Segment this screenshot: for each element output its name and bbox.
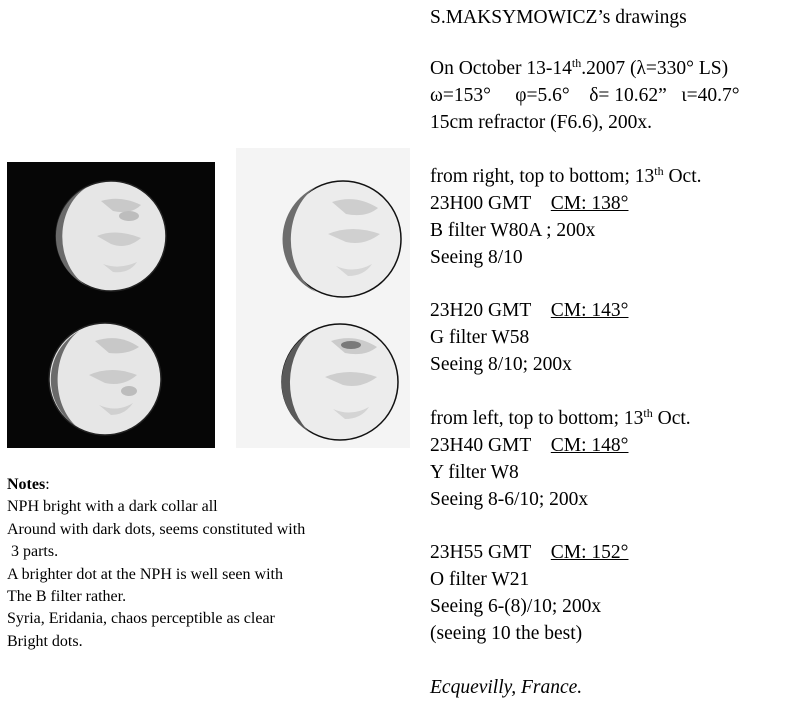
central-meridian: CM: 148° bbox=[550, 435, 629, 456]
notes-line: Syria, Eridania, chaos perceptible as clear bbox=[7, 610, 275, 628]
entry-seeing-line: Seeing 8/10 bbox=[430, 247, 523, 268]
notes-line: Bright dots. bbox=[7, 632, 83, 650]
entry-seeing-line: Seeing 8-6/10; 200x bbox=[430, 489, 589, 510]
group-heading: from left, top to bottom; 13th Oct. bbox=[430, 406, 691, 429]
group-heading: from right, top to bottom; 13th Oct. bbox=[430, 164, 702, 187]
entry-filter-line: O filter W21 bbox=[430, 569, 530, 590]
entry-time-line: 23H40 GMT CM: 148° bbox=[430, 435, 629, 456]
instrument-line: 15cm refractor (F6.6), 200x. bbox=[430, 112, 653, 133]
entry-filter-line: B filter W80A ; 200x bbox=[430, 220, 596, 241]
notes-line: NPH bright with a dark collar all bbox=[7, 498, 218, 516]
observation-date: On October 13-14th.2007 (λ=330° LS) bbox=[430, 56, 729, 79]
notes-heading: Notes: bbox=[7, 476, 50, 493]
entry-time-line: 23H00 GMT CM: 138° bbox=[430, 193, 629, 214]
mars-drawing-23h20-g-filter bbox=[277, 319, 403, 445]
entry-seeing-line: Seeing 6-(8)/10; 200x bbox=[430, 596, 602, 617]
notes-line: A brighter dot at the NPH is well seen with bbox=[7, 565, 283, 583]
entry-seeing-line: Seeing 8/10; 200x bbox=[430, 354, 572, 375]
central-meridian: CM: 143° bbox=[550, 300, 629, 321]
notes-block bbox=[7, 474, 305, 653]
central-meridian: CM: 152° bbox=[550, 542, 629, 563]
entry-note-line: (seeing 10 the best) bbox=[430, 623, 583, 644]
notes-line: Around with dark dots, seems constituted with bbox=[7, 520, 306, 538]
entry-time-line: 23H20 GMT CM: 143° bbox=[430, 300, 629, 321]
mars-drawing-23h55-o-filter bbox=[51, 176, 171, 296]
central-meridian: CM: 138° bbox=[550, 193, 629, 214]
entry-filter-line: G filter W58 bbox=[430, 327, 530, 348]
observation-location: Ecquevilly, France. bbox=[430, 677, 583, 698]
entry-filter-line: Y filter W8 bbox=[430, 462, 519, 483]
notes-line: 3 parts. bbox=[7, 543, 59, 561]
document-title: S.MAKSYMOWICZ’s drawings bbox=[430, 7, 687, 28]
mars-drawing-23h40-y-filter bbox=[45, 319, 163, 439]
mars-drawing-23h00-b-filter bbox=[280, 176, 406, 302]
observation-parameters: ω=153° φ=5.6° δ= 10.62” ι=40.7° bbox=[430, 85, 740, 106]
notes-line: The B filter rather. bbox=[7, 588, 127, 606]
entry-time-line: 23H55 GMT CM: 152° bbox=[430, 542, 629, 563]
